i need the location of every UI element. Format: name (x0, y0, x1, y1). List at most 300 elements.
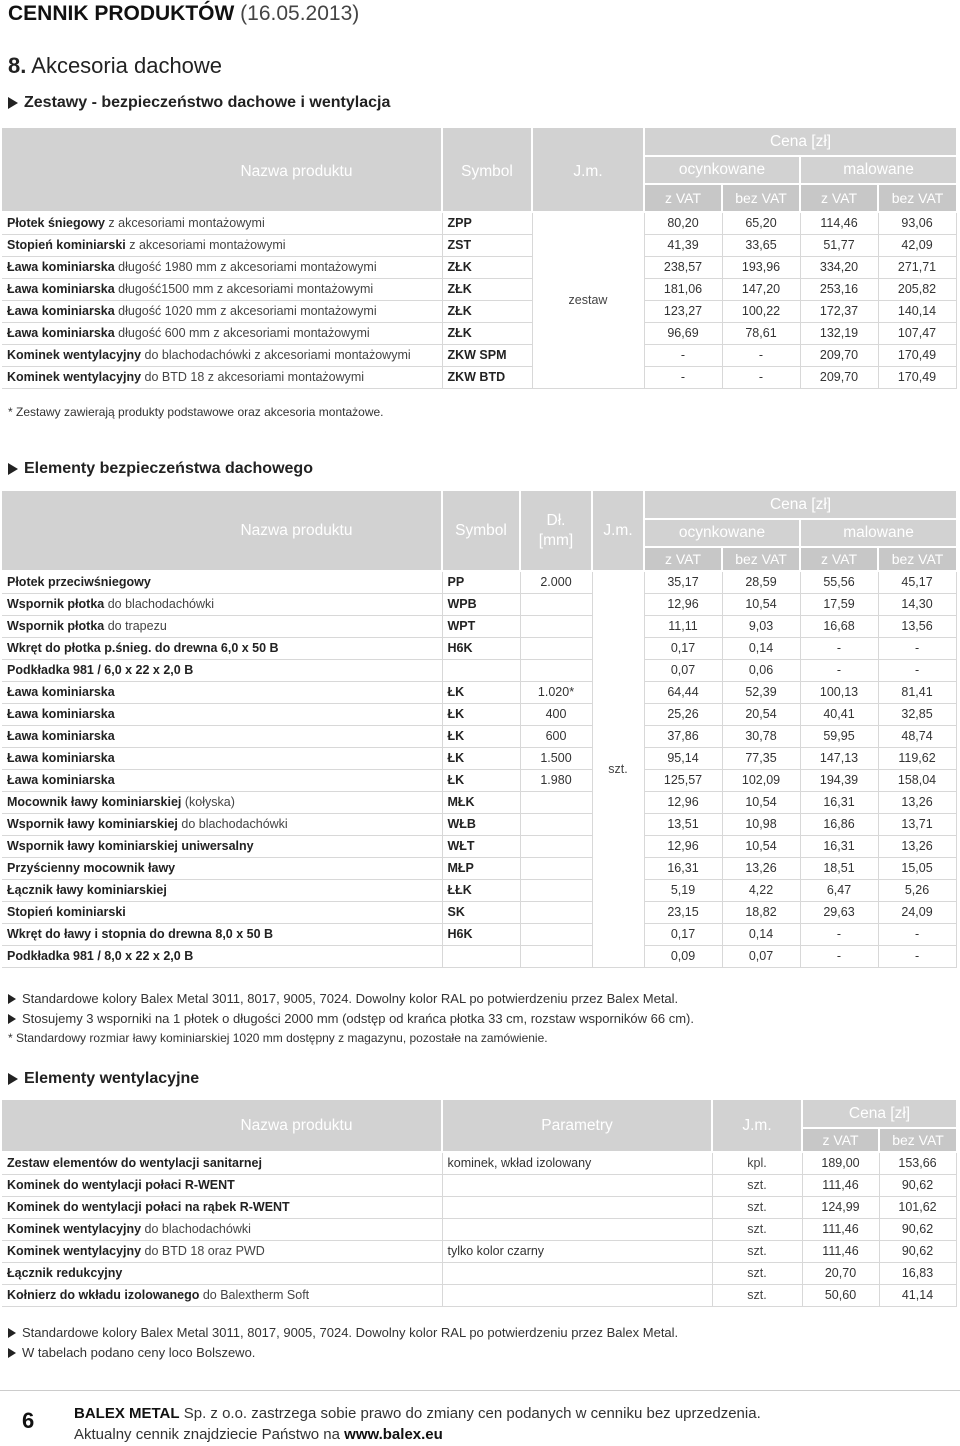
price-cell: 11,11 (644, 615, 722, 637)
product-symbol: ZKW BTD (442, 366, 532, 388)
table-row (2, 857, 956, 879)
product-symbol: MŁK (442, 791, 520, 813)
price-cell: 80,20 (644, 212, 722, 234)
price-cell: 13,26 (878, 791, 956, 813)
table-row (2, 879, 956, 901)
page-number: 6 (22, 1408, 35, 1433)
product-symbol: ŁK (442, 747, 520, 769)
product-name-main: Kominek do wentylacji połaci na rąbek R-WENT (7, 1200, 290, 1214)
col-header-bezvat: bez VAT (878, 547, 956, 571)
product-name-detail: do blachodachówki (141, 1222, 251, 1236)
col-header-name: Nazwa produktu (2, 491, 442, 571)
price-cell: 0,14 (722, 637, 800, 659)
product-name-main: Płotek śniegowy (7, 216, 105, 231)
product-name-detail: długość 1020 mm z akcesoriami montażowymi (114, 304, 377, 318)
price-cell: 6,47 (800, 879, 878, 901)
triangle-bullet-icon (8, 1348, 16, 1358)
price-cell: 271,71 (878, 256, 956, 278)
table-row (2, 1240, 956, 1262)
table-row (2, 703, 956, 725)
col-header-zvat: z VAT (644, 547, 722, 571)
price-cell: 50,60 (802, 1284, 879, 1306)
length-cell (520, 879, 592, 901)
triangle-bullet-icon (8, 1073, 18, 1085)
product-symbol: ŁK (442, 681, 520, 703)
product-name (2, 571, 442, 593)
note-lawa: * Standardowy rozmiar ławy kominiarskiej 1020 mm dostępny z magazynu, pozostałe na zamówienie. (8, 1031, 548, 1045)
product-name (2, 923, 442, 945)
price-cell: 124,99 (802, 1196, 879, 1218)
price-cell: 0,09 (644, 945, 722, 967)
table-row (2, 637, 956, 659)
product-name-detail: do BTD 18 oraz PWD (141, 1244, 265, 1258)
table-row (2, 300, 956, 322)
product-name-main: Ława kominiarska (7, 260, 115, 274)
footer-divider (0, 1390, 960, 1391)
parameters-cell: tylko kolor czarny (442, 1240, 712, 1262)
table-zestawy (2, 128, 957, 389)
price-cell: 10,54 (722, 593, 800, 615)
section-heading-bezpieczenstwo: Elementy bezpieczeństwa dachowego (8, 460, 313, 478)
price-cell: 189,00 (802, 1152, 879, 1174)
unit-cell: szt. (712, 1284, 802, 1306)
price-cell: 25,26 (644, 703, 722, 725)
length-cell (520, 615, 592, 637)
product-name (2, 234, 442, 256)
price-cell: 0,06 (722, 659, 800, 681)
price-cell: 20,70 (802, 1262, 879, 1284)
length-cell: 1.980 (520, 769, 592, 791)
product-name (2, 1284, 442, 1306)
table-row (2, 1284, 956, 1306)
triangle-bullet-icon (8, 994, 16, 1004)
price-cell: 51,77 (800, 234, 878, 256)
price-cell: - (878, 659, 956, 681)
product-name-main: Ława kominiarska (7, 729, 115, 743)
col-header-name: Nazwa produktu (2, 128, 442, 212)
col-header-parametry: Parametry (442, 1100, 712, 1152)
price-cell: - (878, 923, 956, 945)
price-cell: 40,41 (800, 703, 878, 725)
table-row (2, 234, 956, 256)
price-cell: 102,09 (722, 769, 800, 791)
price-cell: 209,70 (800, 366, 878, 388)
product-name-detail: do trapezu (104, 619, 167, 633)
length-cell (520, 637, 592, 659)
price-cell: 111,46 (802, 1218, 879, 1240)
price-cell: 209,70 (800, 344, 878, 366)
bullet-colors: Standardowe kolory Balex Metal 3011, 8017, 9005, 7024. Dowolny kolor RAL po potwierdzeniu przez Balex Metal. (8, 991, 678, 1006)
price-cell: 238,57 (644, 256, 722, 278)
unit-cell: szt. (712, 1196, 802, 1218)
unit-cell: szt. (712, 1262, 802, 1284)
bullet-colors-2: Standardowe kolory Balex Metal 3011, 8017, 9005, 7024. Dowolny kolor RAL po potwierdzeniu przez Balex Metal. (8, 1325, 678, 1340)
price-cell: 125,57 (644, 769, 722, 791)
col-header-malowane: malowane (800, 156, 956, 184)
footer-disclaimer: BALEX METAL Sp. z o.o. zastrzega sobie prawo do zmiany cen podanych w cenniku bez uprzedzenia. (74, 1405, 761, 1422)
product-symbol: H6K (442, 637, 520, 659)
table-row (2, 256, 956, 278)
price-cell: 119,62 (878, 747, 956, 769)
parameters-cell (442, 1218, 712, 1240)
product-name (2, 725, 442, 747)
table-row (2, 366, 956, 388)
col-header-zvat: z VAT (802, 1128, 879, 1152)
product-name-main: Wspornik płotka (7, 597, 105, 611)
price-cell: 16,86 (800, 813, 878, 835)
price-cell: - (800, 923, 878, 945)
product-name (2, 1240, 442, 1262)
price-cell: 90,62 (879, 1174, 956, 1196)
price-cell: 100,22 (722, 300, 800, 322)
price-cell: 9,03 (722, 615, 800, 637)
price-cell: 13,51 (644, 813, 722, 835)
col-header-malowane: malowane (800, 519, 956, 547)
price-cell: 12,96 (644, 835, 722, 857)
price-cell: 170,49 (878, 344, 956, 366)
length-cell (520, 923, 592, 945)
product-name-main: Łącznik redukcyjny (7, 1266, 123, 1280)
product-symbol: WŁT (442, 835, 520, 857)
price-cell: 194,39 (800, 769, 878, 791)
product-symbol: ŁK (442, 769, 520, 791)
price-cell: 5,26 (878, 879, 956, 901)
table-row (2, 1218, 956, 1240)
price-cell: 132,19 (800, 322, 878, 344)
price-cell: 16,83 (879, 1262, 956, 1284)
price-cell: 193,96 (722, 256, 800, 278)
product-name-detail: do blachodachówki z akcesoriami montażowymi (141, 348, 411, 362)
price-cell: 12,96 (644, 593, 722, 615)
product-name (2, 278, 442, 300)
price-cell: 29,63 (800, 901, 878, 923)
table-row (2, 212, 956, 234)
price-cell: 37,86 (644, 725, 722, 747)
product-name-main: Ława kominiarska (7, 707, 115, 721)
product-symbol: WPB (442, 593, 520, 615)
product-name-main: Ława kominiarska (7, 751, 115, 765)
product-name (2, 344, 442, 366)
length-cell: 1.020* (520, 681, 592, 703)
col-header-length: Dł. [mm] (520, 491, 592, 571)
price-cell: 334,20 (800, 256, 878, 278)
length-cell (520, 593, 592, 615)
product-name-main: Podkładka 981 / 8,0 x 22 x 2,0 B (7, 949, 194, 963)
product-name (2, 857, 442, 879)
product-name (2, 593, 442, 615)
product-name-main: Stopień kominiarski (7, 238, 126, 252)
product-name-main: Ława kominiarska (7, 685, 115, 699)
price-cell: 41,14 (879, 1284, 956, 1306)
price-cell: 90,62 (879, 1240, 956, 1262)
price-cell: - (644, 344, 722, 366)
product-name (2, 681, 442, 703)
product-name-detail: długość 1980 mm z akcesoriami montażowymi (114, 260, 377, 274)
product-name-main: Kominek wentylacyjny (7, 370, 142, 384)
product-symbol: H6K (442, 923, 520, 945)
table-row (2, 725, 956, 747)
product-symbol (442, 945, 520, 967)
price-cell: 45,17 (878, 571, 956, 593)
col-header-cena: Cena [zł] (644, 128, 956, 156)
price-cell: 65,20 (722, 212, 800, 234)
price-cell: 77,35 (722, 747, 800, 769)
length-cell (520, 945, 592, 967)
price-cell: 24,09 (878, 901, 956, 923)
col-header-bezvat: bez VAT (722, 184, 800, 212)
product-name-main: Ława kominiarska (7, 326, 115, 340)
unit-cell: szt. (592, 571, 644, 967)
col-header-symbol: Symbol (442, 128, 532, 212)
product-name (2, 791, 442, 813)
price-cell: 13,71 (878, 813, 956, 835)
product-name (2, 615, 442, 637)
price-cell: 10,54 (722, 791, 800, 813)
table-row (2, 681, 956, 703)
product-name (2, 747, 442, 769)
price-cell: 140,14 (878, 300, 956, 322)
table-row (2, 1196, 956, 1218)
product-name-main: Kominek wentylacyjny (7, 1222, 142, 1236)
price-cell: 10,98 (722, 813, 800, 835)
product-name-main: Przyścienny mocownik ławy (7, 861, 176, 875)
product-name (2, 945, 442, 967)
product-name (2, 366, 442, 388)
product-name (2, 1174, 442, 1196)
price-cell: 15,05 (878, 857, 956, 879)
col-header-bezvat: bez VAT (722, 547, 800, 571)
product-symbol: ZPP (442, 212, 532, 234)
price-cell: 111,46 (802, 1240, 879, 1262)
triangle-bullet-icon (8, 463, 18, 475)
product-symbol: ZKW SPM (442, 344, 532, 366)
price-cell: - (722, 344, 800, 366)
section-heading-wentylacja: Elementy wentylacyjne (8, 1070, 199, 1088)
product-name (2, 1152, 442, 1174)
product-name-main: Kołnierz do wkładu izolowanego (7, 1288, 200, 1302)
bullet-supports: Stosujemy 3 wsporniki na 1 płotek o długości 2000 mm (odstęp od krańca płotka 33 cm, rozstaw wsporników 66 cm). (8, 1011, 694, 1026)
parameters-cell (442, 1284, 712, 1306)
price-cell: 32,85 (878, 703, 956, 725)
price-cell: 10,54 (722, 835, 800, 857)
product-name-main: Ława kominiarska (7, 773, 115, 787)
product-symbol: MŁP (442, 857, 520, 879)
price-cell: 55,56 (800, 571, 878, 593)
col-header-jm: J.m. (592, 491, 644, 571)
table-row (2, 769, 956, 791)
product-name-detail: do BTD 18 z akcesoriami montażowymi (141, 370, 365, 384)
product-name (2, 879, 442, 901)
product-name-main: Kominek wentylacyjny (7, 1244, 142, 1258)
product-symbol: WŁB (442, 813, 520, 835)
length-cell (520, 659, 592, 681)
price-cell: 147,13 (800, 747, 878, 769)
col-header-name: Nazwa produktu (2, 1100, 442, 1152)
col-header-symbol: Symbol (442, 491, 520, 571)
table-row (2, 945, 956, 967)
price-cell: - (878, 945, 956, 967)
product-name-main: Ława kominiarska (7, 282, 115, 296)
product-symbol: ŁŁK (442, 879, 520, 901)
price-cell: 0,07 (644, 659, 722, 681)
price-cell: 107,47 (878, 322, 956, 344)
price-cell: 64,44 (644, 681, 722, 703)
table-wentylacja (2, 1100, 957, 1307)
unit-cell: szt. (712, 1240, 802, 1262)
price-cell: 14,30 (878, 593, 956, 615)
col-header-cena: Cena [zł] (644, 491, 956, 519)
product-name-main: Płotek przeciwśniegowy (7, 575, 151, 590)
price-cell: 93,06 (878, 212, 956, 234)
table-row (2, 791, 956, 813)
col-header-bezvat: bez VAT (878, 184, 956, 212)
col-header-cena: Cena [zł] (802, 1100, 956, 1128)
price-cell: 20,54 (722, 703, 800, 725)
product-name-main: Wspornik ławy kominiarskiej (7, 817, 178, 831)
price-cell: 12,96 (644, 791, 722, 813)
table-row (2, 615, 956, 637)
section-heading-zestawy: Zestawy - bezpieczeństwo dachowe i wentylacja (8, 94, 390, 112)
price-cell: 0,17 (644, 637, 722, 659)
col-header-zvat: z VAT (644, 184, 722, 212)
price-cell: 16,31 (800, 791, 878, 813)
price-cell: 81,41 (878, 681, 956, 703)
length-cell (520, 857, 592, 879)
product-name (2, 769, 442, 791)
col-header-jm: J.m. (712, 1100, 802, 1152)
price-cell: 253,16 (800, 278, 878, 300)
price-cell: 48,74 (878, 725, 956, 747)
table-row (2, 813, 956, 835)
price-cell: - (800, 945, 878, 967)
parameters-cell (442, 1174, 712, 1196)
product-symbol: ZŁK (442, 322, 532, 344)
product-name-main: Ława kominiarska (7, 304, 115, 318)
table-row (2, 1262, 956, 1284)
page-title: CENNIK PRODUKTÓW (16.05.2013) (8, 2, 360, 25)
product-name-detail: do blachodachówki (104, 597, 215, 611)
price-cell: 33,65 (722, 234, 800, 256)
col-header-zvat: z VAT (800, 184, 878, 212)
price-cell: 95,14 (644, 747, 722, 769)
product-name (2, 322, 442, 344)
product-name (2, 901, 442, 923)
product-symbol: ZŁK (442, 256, 532, 278)
price-cell: 123,27 (644, 300, 722, 322)
price-cell: 17,59 (800, 593, 878, 615)
table-row (2, 593, 956, 615)
price-cell: 101,62 (879, 1196, 956, 1218)
price-cell: - (800, 637, 878, 659)
table-row (2, 835, 956, 857)
price-cell: 59,95 (800, 725, 878, 747)
length-cell: 1.500 (520, 747, 592, 769)
price-cell: - (644, 366, 722, 388)
length-cell: 2.000 (520, 571, 592, 593)
price-cell: 170,49 (878, 366, 956, 388)
length-cell (520, 901, 592, 923)
product-name-main: Wkręt do ławy i stopnia do drewna 8,0 x 50 B (7, 927, 274, 941)
price-cell: 153,66 (879, 1152, 956, 1174)
price-cell: 78,61 (722, 322, 800, 344)
product-name-main: Mocownik ławy kominiarskiej (7, 795, 182, 809)
length-cell: 400 (520, 703, 592, 725)
length-cell (520, 813, 592, 835)
col-header-zvat: z VAT (800, 547, 878, 571)
product-name (2, 1218, 442, 1240)
product-symbol: WPT (442, 615, 520, 637)
product-name-main: Zestaw elementów do wentylacji sanitarnej (7, 1156, 262, 1171)
product-symbol: ZŁK (442, 278, 532, 300)
product-name-main: Kominek do wentylacji połaci R-WENT (7, 1178, 235, 1192)
product-name-main: Łącznik ławy kominiarskiej (7, 883, 167, 897)
product-name (2, 300, 442, 322)
product-name-detail: (kołyska) (181, 795, 235, 809)
price-cell: 35,17 (644, 571, 722, 593)
table-row (2, 571, 956, 593)
col-header-ocynkowane: ocynkowane (644, 519, 800, 547)
parameters-cell (442, 1262, 712, 1284)
price-cell: 52,39 (722, 681, 800, 703)
product-name-detail: do blachodachówki (177, 817, 288, 831)
price-cell: 13,56 (878, 615, 956, 637)
price-cell: 100,13 (800, 681, 878, 703)
length-cell (520, 835, 592, 857)
website-link[interactable]: www.balex.eu (344, 1426, 443, 1443)
product-symbol: SK (442, 901, 520, 923)
table-row (2, 901, 956, 923)
product-name (2, 659, 442, 681)
price-cell: 96,69 (644, 322, 722, 344)
price-cell: 111,46 (802, 1174, 879, 1196)
col-header-jm: J.m. (532, 128, 644, 212)
price-cell: - (800, 659, 878, 681)
table-row (2, 747, 956, 769)
table-row (2, 1152, 956, 1174)
price-cell: 23,15 (644, 901, 722, 923)
product-name-detail: długość 600 mm z akcesoriami montażowymi (114, 326, 370, 340)
col-header-bezvat: bez VAT (879, 1128, 956, 1152)
product-name-main: Podkładka 981 / 6,0 x 22 x 2,0 B (7, 663, 194, 677)
price-cell: 16,31 (800, 835, 878, 857)
product-name-detail: do Balextherm Soft (199, 1288, 310, 1302)
price-cell: 18,82 (722, 901, 800, 923)
product-name-detail: z akcesoriami montażowymi (104, 216, 265, 231)
triangle-bullet-icon (8, 97, 18, 109)
product-name (2, 813, 442, 835)
product-symbol (442, 659, 520, 681)
price-cell: 30,78 (722, 725, 800, 747)
product-name (2, 703, 442, 725)
unit-cell: kpl. (712, 1152, 802, 1174)
price-cell: 0,07 (722, 945, 800, 967)
triangle-bullet-icon (8, 1014, 16, 1024)
price-cell: 13,26 (878, 835, 956, 857)
product-name-detail: z akcesoriami montażowymi (125, 238, 286, 252)
product-symbol: ŁK (442, 703, 520, 725)
price-cell: 205,82 (878, 278, 956, 300)
product-name (2, 637, 442, 659)
table-row (2, 659, 956, 681)
price-cell: 41,39 (644, 234, 722, 256)
product-symbol: ŁK (442, 725, 520, 747)
product-symbol: PP (442, 571, 520, 593)
price-cell: 90,62 (879, 1218, 956, 1240)
table-bezpieczenstwo (2, 491, 957, 968)
length-cell: 600 (520, 725, 592, 747)
product-name (2, 212, 442, 234)
price-cell: 4,22 (722, 879, 800, 901)
